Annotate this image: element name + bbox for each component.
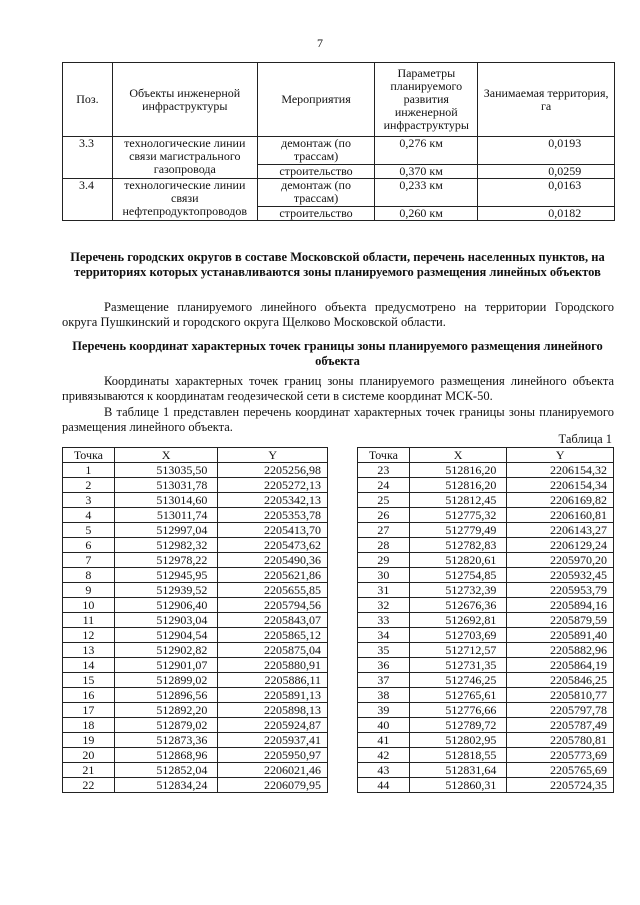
y-cell: 2205353,78 (218, 508, 328, 523)
y-cell: 2205924,87 (218, 718, 328, 733)
table-row (63, 493, 328, 508)
x-cell: 512802,95 (409, 733, 507, 748)
y-cell: 2205894,16 (507, 598, 614, 613)
table-caption: Таблица 1 (558, 432, 612, 446)
table-row (63, 778, 328, 793)
x-cell: 512779,49 (409, 523, 507, 538)
point-cell: 24 (358, 478, 410, 493)
y-cell: 2205413,70 (218, 523, 328, 538)
table-row (63, 523, 328, 538)
x-cell: 512879,02 (114, 718, 218, 733)
table-row (63, 688, 328, 703)
y-cell: 2205882,96 (507, 643, 614, 658)
table-row (358, 643, 614, 658)
header-point: Точка (358, 448, 410, 463)
point-cell: 11 (63, 613, 115, 628)
y-cell: 2205490,36 (218, 553, 328, 568)
infrastructure-table (62, 62, 615, 221)
table-row (63, 703, 328, 718)
header-action: Мероприятия (257, 63, 375, 137)
point-cell: 4 (63, 508, 115, 523)
paragraph-coords-intro (62, 374, 614, 404)
table-row (358, 523, 614, 538)
point-cell: 31 (358, 583, 410, 598)
point-cell: 17 (63, 703, 115, 718)
table-row (358, 688, 614, 703)
x-cell: 512904,54 (114, 628, 218, 643)
point-cell: 15 (63, 673, 115, 688)
point-cell: 40 (358, 718, 410, 733)
table-row (63, 643, 328, 658)
point-cell: 12 (63, 628, 115, 643)
point-cell: 30 (358, 568, 410, 583)
paragraph-placement (62, 300, 614, 330)
param-cell: 0,260 км (375, 207, 478, 221)
y-cell: 2205655,85 (218, 583, 328, 598)
table-row (63, 613, 328, 628)
table-row (63, 598, 328, 613)
x-cell: 512692,81 (409, 613, 507, 628)
x-cell: 512812,45 (409, 493, 507, 508)
point-cell: 42 (358, 748, 410, 763)
point-cell: 14 (63, 658, 115, 673)
table-row (358, 478, 614, 493)
action-cell: демонтаж (по трассам) (257, 179, 375, 207)
table-row (358, 703, 614, 718)
table-row (63, 718, 328, 733)
table-row (63, 748, 328, 763)
point-cell: 36 (358, 658, 410, 673)
point-cell: 20 (63, 748, 115, 763)
point-cell: 35 (358, 643, 410, 658)
header-params: Параметры планируемого развития инженерной инфраструктуры (375, 63, 478, 137)
header-y: Y (218, 448, 328, 463)
x-cell: 512873,36 (114, 733, 218, 748)
pos-cell: 3.4 (63, 179, 113, 221)
table-row (63, 733, 328, 748)
coordinates-table-left (62, 447, 328, 793)
x-cell: 512945,95 (114, 568, 218, 583)
param-cell: 0,233 км (375, 179, 478, 207)
x-cell: 512765,61 (409, 688, 507, 703)
point-cell: 2 (63, 478, 115, 493)
table-row (358, 538, 614, 553)
paragraph-table-ref (62, 405, 614, 435)
table-row (358, 553, 614, 568)
x-cell: 512868,96 (114, 748, 218, 763)
area-cell: 0,0163 (478, 179, 615, 207)
point-cell: 25 (358, 493, 410, 508)
x-cell: 512892,20 (114, 703, 218, 718)
x-cell: 512676,36 (409, 598, 507, 613)
action-cell: строительство (257, 165, 375, 179)
x-cell: 513011,74 (114, 508, 218, 523)
x-cell: 512746,25 (409, 673, 507, 688)
table-row (358, 763, 614, 778)
paragraph-coords-intro-text: Координаты характерных точек границ зоны планируемого размещения линейного объекта привязываются к координатам геодезической сети в системе координат МСК-50. (62, 374, 614, 403)
point-cell: 27 (358, 523, 410, 538)
param-cell: 0,370 км (375, 165, 478, 179)
table-row (63, 478, 328, 493)
x-cell: 512896,56 (114, 688, 218, 703)
x-cell: 512852,04 (114, 763, 218, 778)
table-row (358, 508, 614, 523)
page-number: 7 (317, 36, 323, 50)
x-cell: 512834,24 (114, 778, 218, 793)
x-cell: 512901,07 (114, 658, 218, 673)
header-pos: Поз. (63, 63, 113, 137)
y-cell: 2205898,13 (218, 703, 328, 718)
y-cell: 2205843,07 (218, 613, 328, 628)
y-cell: 2205891,40 (507, 628, 614, 643)
point-cell: 10 (63, 598, 115, 613)
y-cell: 2206154,32 (507, 463, 614, 478)
x-cell: 512906,40 (114, 598, 218, 613)
y-cell: 2205787,49 (507, 718, 614, 733)
y-cell: 2205810,77 (507, 688, 614, 703)
x-cell: 512732,39 (409, 583, 507, 598)
y-cell: 2206021,46 (218, 763, 328, 778)
table-row (358, 718, 614, 733)
x-cell: 512789,72 (409, 718, 507, 733)
y-cell: 2205724,35 (507, 778, 614, 793)
point-cell: 44 (358, 778, 410, 793)
table-row (358, 748, 614, 763)
table-row (63, 628, 328, 643)
table-row (63, 763, 328, 778)
y-cell: 2205773,69 (507, 748, 614, 763)
point-cell: 23 (358, 463, 410, 478)
point-cell: 38 (358, 688, 410, 703)
table-row (358, 658, 614, 673)
x-cell: 512703,69 (409, 628, 507, 643)
table-row (63, 583, 328, 598)
x-cell: 512816,20 (409, 478, 507, 493)
header-point: Точка (63, 448, 115, 463)
y-cell: 2205891,13 (218, 688, 328, 703)
point-cell: 8 (63, 568, 115, 583)
y-cell: 2205886,11 (218, 673, 328, 688)
y-cell: 2205780,81 (507, 733, 614, 748)
area-cell: 0,0182 (478, 207, 615, 221)
y-cell: 2205880,91 (218, 658, 328, 673)
x-cell: 512997,04 (114, 523, 218, 538)
point-cell: 26 (358, 508, 410, 523)
point-cell: 28 (358, 538, 410, 553)
x-cell: 513035,50 (114, 463, 218, 478)
x-cell: 512754,85 (409, 568, 507, 583)
x-cell: 512818,55 (409, 748, 507, 763)
y-cell: 2205272,13 (218, 478, 328, 493)
y-cell: 2205865,12 (218, 628, 328, 643)
table-row (358, 463, 614, 478)
y-cell: 2205937,41 (218, 733, 328, 748)
x-cell: 512899,02 (114, 673, 218, 688)
table-row (358, 613, 614, 628)
x-cell: 512939,52 (114, 583, 218, 598)
table-row (358, 733, 614, 748)
y-cell: 2205342,13 (218, 493, 328, 508)
header-x: X (114, 448, 218, 463)
y-cell: 2206169,82 (507, 493, 614, 508)
table-row (63, 568, 328, 583)
y-cell: 2205864,19 (507, 658, 614, 673)
point-cell: 34 (358, 628, 410, 643)
paragraph-table-ref-text: В таблице 1 представлен перечень координат характерных точек границы зоны планируемого размещения линейного объекта. (62, 405, 614, 434)
x-cell: 512712,57 (409, 643, 507, 658)
point-cell: 7 (63, 553, 115, 568)
x-cell: 512731,35 (409, 658, 507, 673)
pos-cell: 3.3 (63, 137, 113, 179)
table-row (358, 628, 614, 643)
param-cell: 0,276 км (375, 137, 478, 165)
point-cell: 16 (63, 688, 115, 703)
y-cell: 2205797,78 (507, 703, 614, 718)
point-cell: 5 (63, 523, 115, 538)
table-row (63, 508, 328, 523)
y-cell: 2205765,69 (507, 763, 614, 778)
coordinates-table-right (357, 447, 614, 793)
point-cell: 29 (358, 553, 410, 568)
table-row (63, 658, 328, 673)
y-cell: 2206154,34 (507, 478, 614, 493)
table-row (358, 583, 614, 598)
paragraph-placement-text: Размещение планируемого линейного объекта предусмотрено на территории Городского округа Пушкинский и городского округа Щелково Московской области. (62, 300, 614, 329)
header-x: X (409, 448, 507, 463)
x-cell: 512775,32 (409, 508, 507, 523)
point-cell: 22 (63, 778, 115, 793)
x-cell: 512978,22 (114, 553, 218, 568)
y-cell: 2205953,79 (507, 583, 614, 598)
table-row (358, 673, 614, 688)
point-cell: 33 (358, 613, 410, 628)
area-cell: 0,0259 (478, 165, 615, 179)
x-cell: 512902,82 (114, 643, 218, 658)
point-cell: 18 (63, 718, 115, 733)
header-area: Занимаемая территория, га (478, 63, 615, 137)
point-cell: 1 (63, 463, 115, 478)
y-cell: 2206079,95 (218, 778, 328, 793)
header-object: Объекты инженерной инфраструктуры (112, 63, 257, 137)
heading-districts: Перечень городских округов в составе Московской области, перечень населенных пунктов, на территориях которых устанавливаются зоны планируемого размещения линейных объектов (70, 250, 605, 279)
point-cell: 13 (63, 643, 115, 658)
object-cell: технологические линии связи магистрального газопровода (112, 137, 257, 179)
x-cell: 513031,78 (114, 478, 218, 493)
y-cell: 2205879,59 (507, 613, 614, 628)
y-cell: 2205875,04 (218, 643, 328, 658)
y-cell: 2205621,86 (218, 568, 328, 583)
y-cell: 2205932,45 (507, 568, 614, 583)
action-cell: строительство (257, 207, 375, 221)
point-cell: 32 (358, 598, 410, 613)
table-row (358, 598, 614, 613)
point-cell: 3 (63, 493, 115, 508)
point-cell: 39 (358, 703, 410, 718)
x-cell: 512782,83 (409, 538, 507, 553)
y-cell: 2205473,62 (218, 538, 328, 553)
heading-coordinates: Перечень координат характерных точек границы зоны планируемого размещения линейного объекта (72, 339, 603, 368)
point-cell: 41 (358, 733, 410, 748)
table-row (63, 673, 328, 688)
y-cell: 2206160,81 (507, 508, 614, 523)
y-cell: 2205846,25 (507, 673, 614, 688)
x-cell: 512776,66 (409, 703, 507, 718)
table-row (358, 568, 614, 583)
point-cell: 6 (63, 538, 115, 553)
point-cell: 21 (63, 763, 115, 778)
table-row (63, 553, 328, 568)
x-cell: 512816,20 (409, 463, 507, 478)
point-cell: 19 (63, 733, 115, 748)
x-cell: 513014,60 (114, 493, 218, 508)
table-row (358, 778, 614, 793)
point-cell: 37 (358, 673, 410, 688)
y-cell: 2206129,24 (507, 538, 614, 553)
header-y: Y (507, 448, 614, 463)
point-cell: 9 (63, 583, 115, 598)
y-cell: 2206143,27 (507, 523, 614, 538)
table-row (358, 493, 614, 508)
y-cell: 2205950,97 (218, 748, 328, 763)
area-cell: 0,0193 (478, 137, 615, 165)
y-cell: 2205794,56 (218, 598, 328, 613)
y-cell: 2205256,98 (218, 463, 328, 478)
table-row (63, 463, 328, 478)
point-cell: 43 (358, 763, 410, 778)
action-cell: демонтаж (по трассам) (257, 137, 375, 165)
x-cell: 512903,04 (114, 613, 218, 628)
object-cell: технологические линии связи нефтепродуктопроводов (112, 179, 257, 221)
x-cell: 512860,31 (409, 778, 507, 793)
x-cell: 512982,32 (114, 538, 218, 553)
x-cell: 512831,64 (409, 763, 507, 778)
table-row (63, 538, 328, 553)
x-cell: 512820,61 (409, 553, 507, 568)
y-cell: 2205970,20 (507, 553, 614, 568)
